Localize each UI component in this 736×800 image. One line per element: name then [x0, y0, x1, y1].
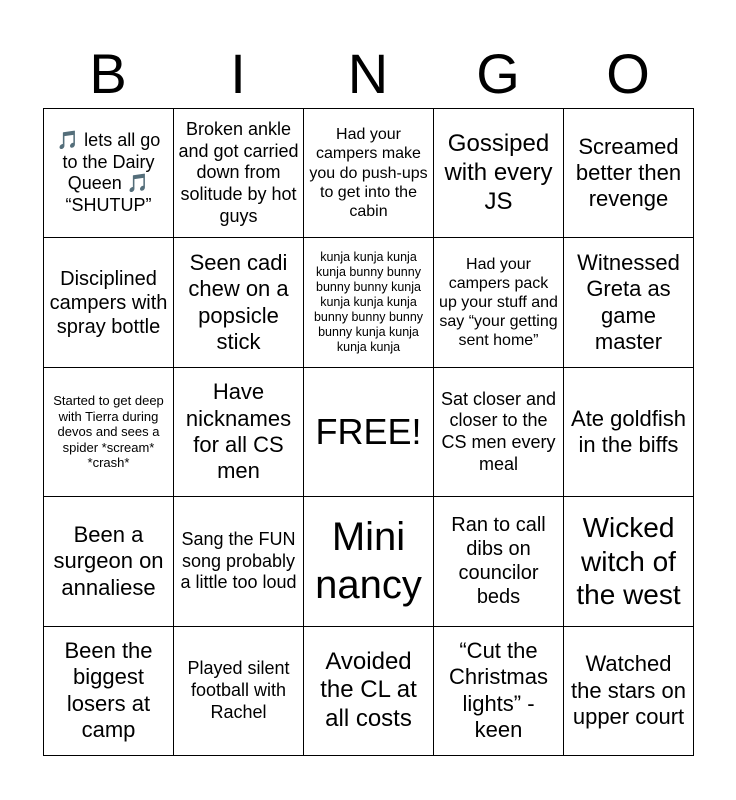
header-letter-g: G: [476, 42, 520, 105]
bingo-cell[interactable]: Disciplined campers with spray bottle: [44, 238, 174, 367]
bingo-cell[interactable]: “Cut the Christmas lights” - keen: [434, 626, 564, 755]
header-letter-n: N: [347, 42, 389, 105]
bingo-cell[interactable]: Ran to call dibs on councilor beds: [434, 497, 564, 626]
bingo-cell[interactable]: kunja kunja kunja kunja bunny bunny bunny bunny kunja kunja kunja kunja bunny bunny bunny bunny kunja kunja kunja kunja: [304, 238, 434, 367]
bingo-row: [44, 497, 694, 626]
header-letter-i: I: [230, 42, 246, 105]
bingo-cell[interactable]: Sang the FUN song probably a little too loud: [174, 497, 304, 626]
header-letter-b: B: [89, 42, 127, 105]
free-space[interactable]: FREE!: [304, 367, 434, 496]
bingo-cell[interactable]: Watched the stars on upper court: [564, 626, 694, 755]
bingo-cell[interactable]: Had your campers pack up your stuff and say “your getting sent home”: [434, 238, 564, 367]
bingo-cell[interactable]: Broken ankle and got carried down from solitude by hot guys: [174, 109, 304, 238]
bingo-cell[interactable]: Ate goldfish in the biffs: [564, 367, 694, 496]
bingo-cell[interactable]: Have nicknames for all CS men: [174, 367, 304, 496]
bingo-row: [44, 238, 694, 367]
bingo-cell[interactable]: Mini nancy: [304, 497, 434, 626]
bingo-grid: [43, 108, 694, 756]
bingo-row: [44, 109, 694, 238]
bingo-cell[interactable]: Been the biggest losers at camp: [44, 626, 174, 755]
bingo-cell[interactable]: Avoided the CL at all costs: [304, 626, 434, 755]
bingo-cell[interactable]: Played silent football with Rachel: [174, 626, 304, 755]
header-letter-o: O: [606, 42, 650, 105]
bingo-cell[interactable]: Screamed better then revenge: [564, 109, 694, 238]
bingo-cell[interactable]: Seen cadi chew on a popsicle stick: [174, 238, 304, 367]
bingo-header: [43, 42, 693, 106]
bingo-cell[interactable]: Started to get deep with Tierra during devos and sees a spider *scream* *crash*: [44, 367, 174, 496]
bingo-cell[interactable]: 🎵 lets all go to the Dairy Queen 🎵 “SHUTUP”: [44, 109, 174, 238]
bingo-cell[interactable]: Witnessed Greta as game master: [564, 238, 694, 367]
bingo-cell[interactable]: Gossiped with every JS: [434, 109, 564, 238]
bingo-cell[interactable]: Sat closer and closer to the CS men every meal: [434, 367, 564, 496]
bingo-row: [44, 367, 694, 496]
bingo-row: [44, 626, 694, 755]
bingo-cell[interactable]: Wicked witch of the west: [564, 497, 694, 626]
bingo-cell[interactable]: Been a surgeon on annaliese: [44, 497, 174, 626]
bingo-cell[interactable]: Had your campers make you do push-ups to get into the cabin: [304, 109, 434, 238]
